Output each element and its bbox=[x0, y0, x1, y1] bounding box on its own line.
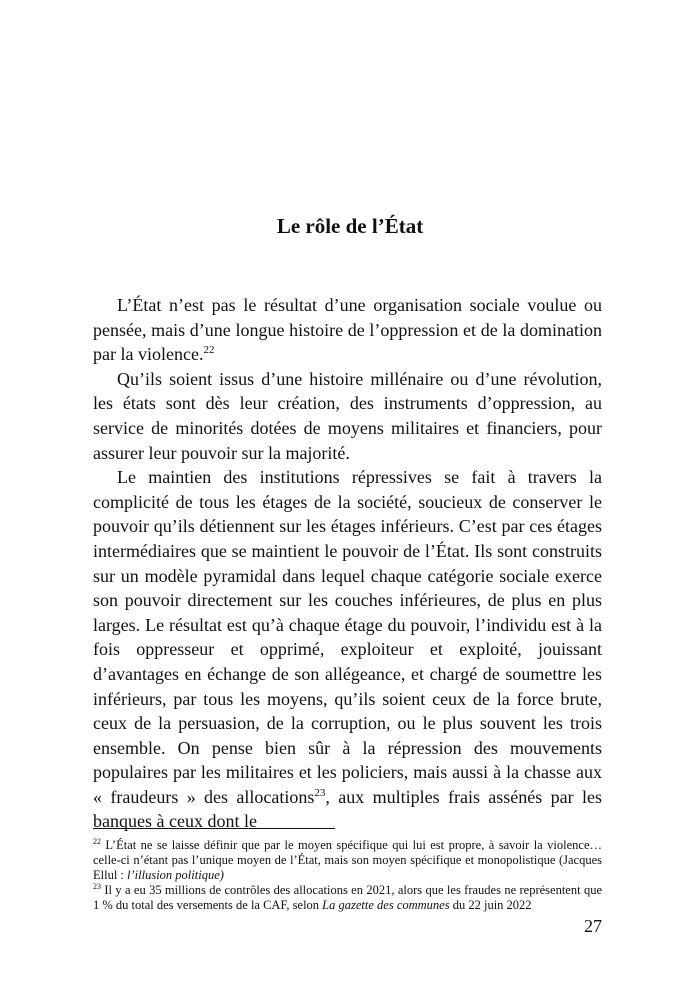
footnote-number: 23 bbox=[93, 882, 101, 891]
paragraph-1 bbox=[93, 293, 602, 367]
footnote-reference[interactable]: 22 bbox=[203, 344, 215, 357]
main-text bbox=[93, 293, 602, 834]
footnote-reference[interactable]: 23 bbox=[314, 786, 326, 799]
paragraph-2 bbox=[93, 367, 602, 465]
paragraph-text-continued: , aux multiples frais assénés par les banques à ceux dont le bbox=[93, 786, 602, 832]
paragraph-text: Le maintien des institutions répressives se fait à travers la complicité de tous les étages de la société, soucieux de conserver le pouvoir qu’ils détiennent sur les étages inférieurs. C’est par ces étages intermédiaires que se maintient le pouvoir de l’État. Ils sont construits sur un modèle pyramidal dans lequel chaque catégorie sociale exerce son pouvoir directement sur les couches inférieures, de plus en plus larges. Le résultat est qu’à chaque étage du pouvoir, l’individu est à la fois oppresseur et opprimé, exploiteur et exploité, jouissant d’avantages en échange de son allégeance, et chargé de soumettre les inférieurs, par tous les moyens, qu’ils soient ceux de la force brute, ceux de la persuasion, de la corruption, ou le plus souvent les trois ensemble. On pense bien sûr à la répression des mouvements populaires par les militaires et les policiers, mais aussi à la chasse aux « fraudeurs » des allocations bbox=[93, 467, 602, 807]
footnotes bbox=[93, 838, 602, 913]
page-number: 27 bbox=[584, 916, 602, 936]
paragraph-text: Qu’ils soient issus d’une histoire millénaire ou d’une révolution, les états sont dès leur création, des instruments d’oppression, au service de minorités dotées de moyens militaires et financiers, pour assurer leur pouvoir sur la majorité. bbox=[93, 368, 602, 463]
footnote-text: Il y a eu 35 millions de contrôles des allocations en 2021, alors que les fraudes ne représentent que 1 % du total des versements de la CAF, selon bbox=[93, 883, 602, 912]
chapter-title: Le rôle de l’État bbox=[276, 214, 424, 239]
paragraph-3 bbox=[93, 465, 602, 834]
footnote-number: 22 bbox=[93, 837, 101, 846]
footnote-text: L’État ne se laisse définir que par le moyen spécifique qui lui est propre, à savoir la violence… celle-ci n’étant pas l’unique moyen de l’État, mais son moyen spécifique et monopolistique (Jacques Ellul : bbox=[93, 838, 602, 882]
footnote-text-end: du 22 juin 2022 bbox=[449, 898, 532, 912]
footnote-italic: l’illusion politique) bbox=[127, 868, 224, 882]
footnote-23 bbox=[93, 883, 602, 913]
paragraph-text: L’État n’est pas le résultat d’une organisation sociale voulue ou pensée, mais d’une longue histoire de l’oppression et de la domination par la violence. bbox=[93, 295, 602, 365]
footnote-22 bbox=[93, 838, 602, 883]
footnote-separator bbox=[93, 828, 335, 829]
footnote-italic: La gazette des communes bbox=[322, 898, 450, 912]
